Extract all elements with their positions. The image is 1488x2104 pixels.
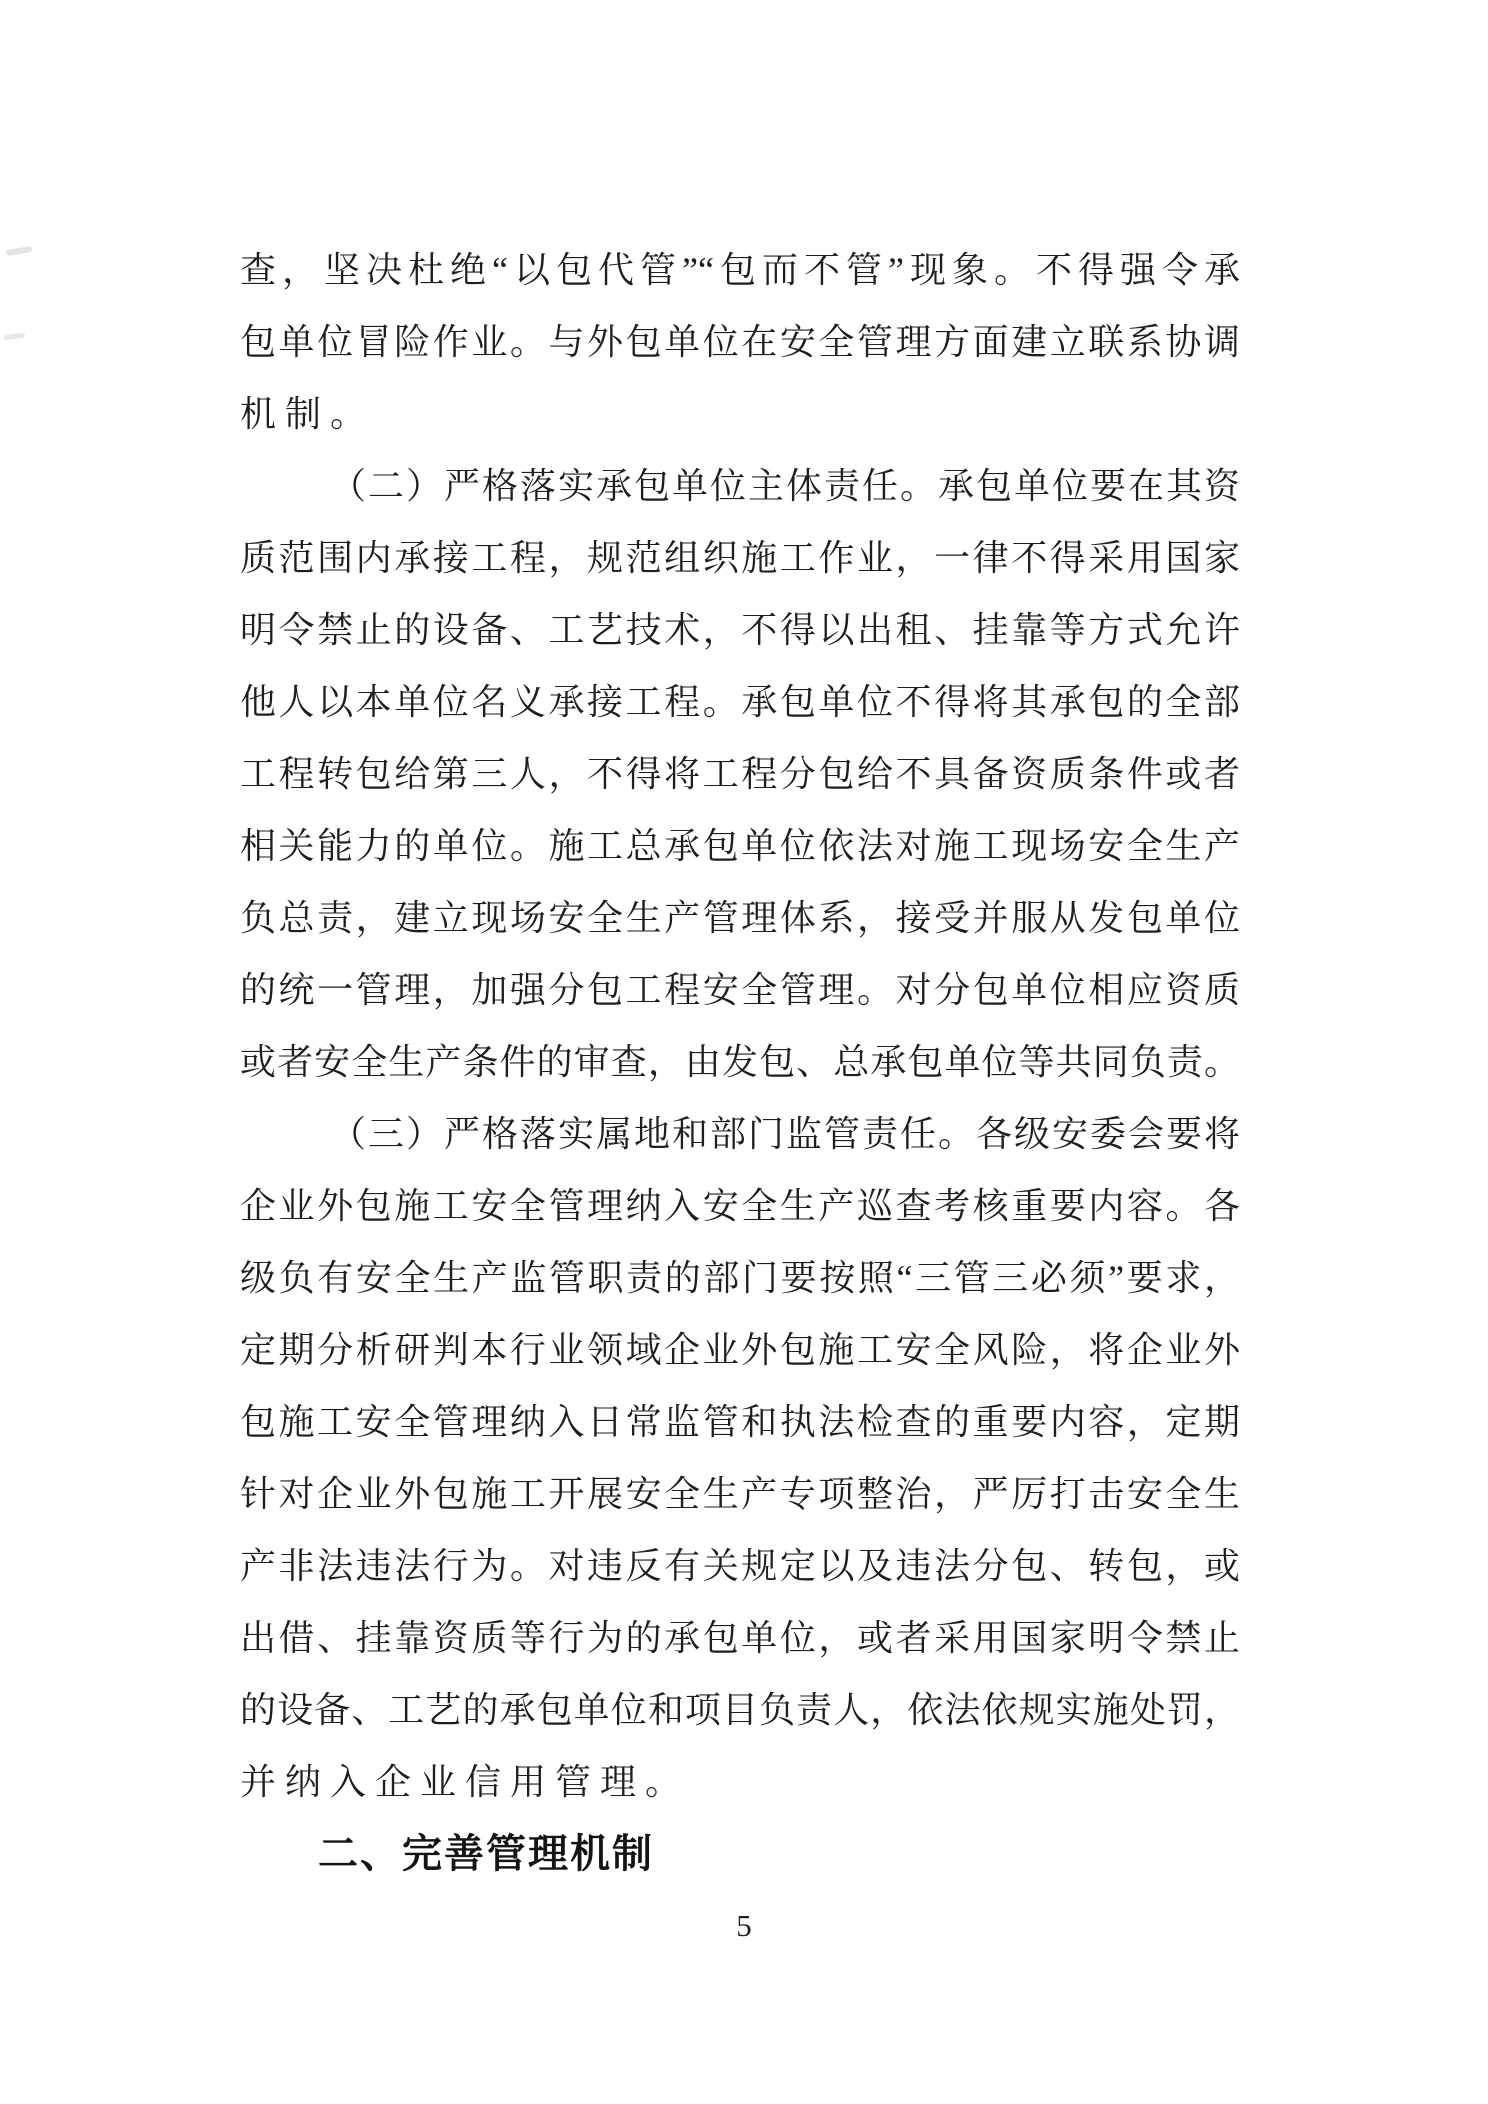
text-line: 负总责，建立现场安全生产管理体系，接受并服从发包单位 xyxy=(240,898,1240,938)
text-line: 针对企业外包施工开展安全生产专项整治，严厉打击安全生 xyxy=(240,1474,1240,1514)
text-line: 包单位冒险作业。与外包单位在安全管理方面建立联系协调 xyxy=(240,322,1240,362)
text-line: 的统一管理，加强分包工程安全管理。对分包单位相应资质 xyxy=(240,970,1240,1010)
text-line: 他人以本单位名义承接工程。承包单位不得将其承包的全部 xyxy=(240,682,1240,722)
text-line: 企业外包施工安全管理纳入安全生产巡查考核重要内容。各 xyxy=(240,1186,1240,1226)
section-heading: 二、完善管理机制 xyxy=(318,1832,654,1876)
text-line: 或者安全生产条件的审查，由发包、总承包单位等共同负责。 xyxy=(240,1042,1240,1082)
text-line: 工程转包给第三人，不得将工程分包给不具备资质条件或者 xyxy=(240,754,1240,794)
text-line: （三）严格落实属地和部门监管责任。各级安委会要将 xyxy=(330,1114,1240,1154)
text-line: 相关能力的单位。施工总承包单位依法对施工现场安全生产 xyxy=(240,826,1240,866)
scan-smudge xyxy=(4,333,25,340)
text-line: 机制。 xyxy=(240,394,376,434)
text-line: 级负有安全生产监管职责的部门要按照“三管三必须”要求， xyxy=(240,1258,1240,1298)
scan-smudge xyxy=(6,246,33,256)
text-line: 查，坚决杜绝“以包代管”“包而不管”现象。不得强令承 xyxy=(240,250,1240,290)
text-line: 出借、挂靠资质等行为的承包单位，或者采用国家明令禁止 xyxy=(240,1618,1240,1658)
text-line: 质范围内承接工程，规范组织施工作业，一律不得采用国家 xyxy=(240,538,1240,578)
document-body xyxy=(240,234,1240,1890)
text-line: 明令禁止的设备、工艺技术，不得以出租、挂靠等方式允许 xyxy=(240,610,1240,650)
text-line: 产非法违法行为。对违反有关规定以及违法分包、转包，或 xyxy=(240,1546,1240,1586)
page-number: 5 xyxy=(736,1908,752,1943)
text-line: 的设备、工艺的承包单位和项目负责人，依法依规实施处罚， xyxy=(240,1690,1240,1730)
text-line: 定期分析研判本行业领域企业外包施工安全风险，将企业外 xyxy=(240,1330,1240,1370)
text-line: （二）严格落实承包单位主体责任。承包单位要在其资 xyxy=(330,466,1240,506)
text-line: 包施工安全管理纳入日常监管和执法检查的重要内容，定期 xyxy=(240,1402,1240,1442)
text-line: 并纳入企业信用管理。 xyxy=(240,1762,691,1802)
